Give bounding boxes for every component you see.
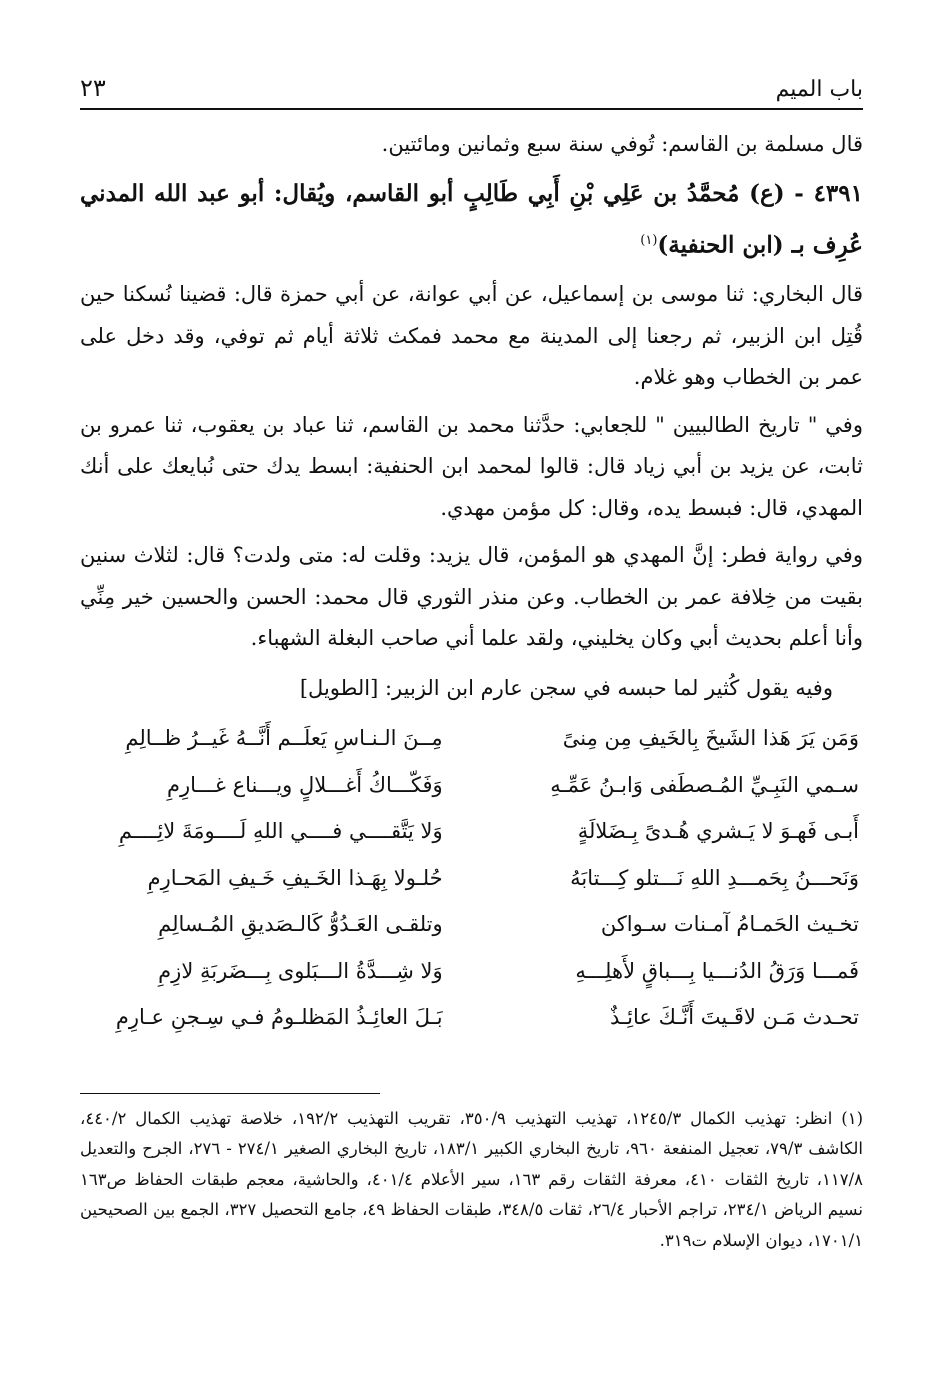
verse-first-hemistich: تحـدث مَـن لاقَـيتَ أَنَّـكَ عائِـذٌ — [609, 1005, 859, 1030]
paragraph-fitr: وفي رواية فطر: إنَّ المهدي هو المؤمن، قال يزيد: وقلت له: متى ولدت؟ قال: لثلاث سنين بقيت من خِلافة عمر بن الخطاب. وعن منذر الثوري قال محمد: الحسن والحسين خير مِنِّي وأنا أعلم بحديث أبي وكان يخليني، ولقد علما أني صاحب البغلة الشهباء. — [80, 543, 863, 651]
verse-second-hemistich: وَلا يَتَّقــــي فــــي اللهِ لَــــومَةَ لائِــــمِ — [118, 819, 443, 844]
verse-first-hemistich: أَبـى فَهـوَ لا يَـشري هُـدىً بِـضَلالَةٍ — [577, 819, 859, 844]
verse-second-hemistich: وتلقـى العَـدُوُّ كَالـصَديقِ المُـسالِمِ — [158, 912, 443, 937]
verse-first-hemistich: وَنَحـــنُ بِحَمـــدِ اللهِ نَـــتلو كِـــتابَهُ — [570, 865, 859, 890]
footnote-divider — [80, 1093, 380, 1094]
page-number: ٢٣ — [80, 74, 106, 102]
verse-first-hemistich: فَمـــا وَرَقُ الدُنـــيا بِـــباقٍ لأَهلِـــهِ — [575, 958, 859, 983]
poem-intro: وفيه يقول كُثير لما حبسه في سجن عارم ابن الزبير: [الطويل] — [299, 675, 833, 700]
verse-second-hemistich: بَـلَ العائِـذُ المَظلـومُ فـي سِـجنِ عـارِمِ — [115, 1005, 443, 1030]
verse-first-hemistich: تخـيث الحَمـامُ آمـنات سـواكن — [600, 912, 859, 937]
verse — [80, 855, 863, 902]
footnote: (١) انظر: تهذيب الكمال ١٢٤٥/٣، تهذيب التهذيب ٣٥٠/٩، تقريب التهذيب ١٩٢/٢، خلاصة تهذيب الكمال ٤٤٠/٢، الكاشف ٧٩/٣، تعجيل المنفعة ٩٦٠، تاريخ البخاري الكبير ١٨٣/١، تاريخ البخاري الصغير ٢٧٤/١ - ٢٧٦، الجرح والتعديل ١١٧/٨، تاريخ الثقات ٤١٠، معرفة الثقات رقم ١٦٣، سير الأعلام ٤٠١/٤، والحاشية، معجم طبقات الحفاظ ص١٦٣ نسيم الرياض ٢٣٤/١، تراجم الأحبار ٢٦/٤، ثقات ٣٤٨/٥، طبقات الحفاظ ٤٩، جامع التحصيل ٣٢٧، الجمع بين الصحيحين ١٧٠١/١، ديوان الإسلام ت٣١٩. — [80, 1108, 864, 1250]
verse-second-hemistich: وَلا شِـــدَّةُ الـــبَلوى بِـــضَربَةِ لازِمِ — [158, 958, 443, 983]
verse-first-hemistich: وَمَن يَرَ هَذا الشَيخَ بِالخَيفِ مِن مِنىً — [562, 726, 859, 751]
entry-heading — [80, 170, 863, 269]
verse-second-hemistich: وَفَكّـــاكُ أَغـــلالٍ ويـــناع غـــارِمِ — [166, 772, 443, 797]
death-note: قال مسلمة بن القاسم: تُوفي سنة سبع وثمانين ومائتين. — [381, 132, 863, 156]
verse — [80, 994, 863, 1041]
paragraph-talibiyin: وفي " تاريخ الطالبيين " للجعابي: حدَّثنا محمد بن القاسم، ثنا عباد بن يعقوب، ثنا عمرو بن ثابت، عن يزيد بن أبي زياد قال: قالوا لمحمد ابن الحنفية: ابسط يدك حتى نُبايعك على أنك المهدي، قال: فبسط يده، وقال: كل مؤمن مهدي. — [80, 412, 863, 520]
chapter-title: باب الميم — [775, 77, 863, 102]
poem — [80, 715, 863, 1041]
verse — [80, 762, 863, 809]
verse-second-hemistich: مِــنَ الـنـاسِ يَعلَــم أَنَّــهُ غَيــرُ ظــالِمِ — [125, 726, 443, 751]
footnote-reference: (١) — [640, 232, 658, 248]
verse — [80, 808, 863, 855]
verse — [80, 948, 863, 995]
entry-heading-text: ٤٣٩١ - (ع) مُحمَّدُ بن عَلِي بْنِ أَبِي طَالِبٍ أبو القاسم، ويُقال: أبو عبد الله المدني عُرِف بـ (ابن الحنفية) — [80, 179, 863, 259]
page-header — [80, 68, 863, 102]
verse-first-hemistich: سـمي النَبِـيِّ المُـصطَفى وَابـنُ عَمِّـهِ — [550, 772, 859, 797]
verse-second-hemistich: حُلـولا بِهَـذا الخَـيفِ خَـيفِ المَحـارِمِ — [147, 865, 443, 890]
paragraph-bukhari: قال البخاري: ثنا موسى بن إسماعيل، عن أبي عوانة، عن أبي حمزة قال: قضينا نُسكنا حين قُتِل ابن الزبير، ثم رجعنا إلى المدينة مع محمد فمكث ثلاثة أيام ثم توفي، وقد دخل على عمر بن الخطاب وهو غلام. — [80, 282, 863, 390]
header-divider — [80, 108, 863, 110]
verse — [80, 901, 863, 948]
verse — [80, 715, 863, 762]
